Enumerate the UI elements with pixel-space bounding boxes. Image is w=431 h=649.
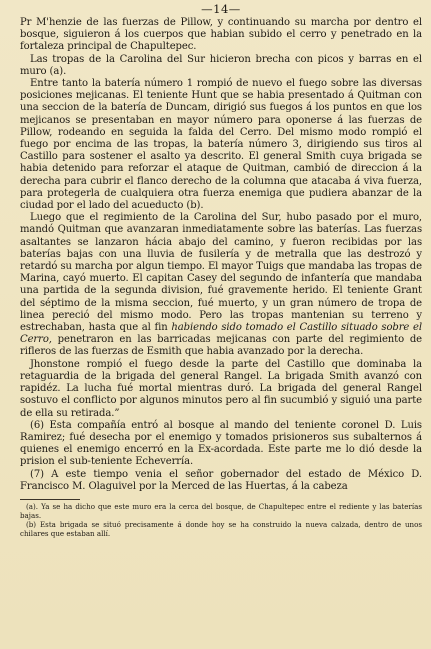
footnotes xyxy=(20,502,422,538)
page-number: —14— xyxy=(201,2,241,16)
paragraph: Entre tanto la batería número 1 rompió de nuevo el fuego sobre las diversas posiciones mejicanas. El teniente Hunt que se habia presentado á Quitman con una seccion de la batería de Duncam, dirigió sus fuegos á los puntos en que los mejicanos se presentaban en mayor número para oponerse á las fuerzas de Pillow, rodeando en seguida la falda del Cerro. Del mismo modo rompió el fuego por encima de las tropas, la batería número 3, dirigiendo sus tiros al Castillo para sostener el asalto ya descrito. El general Smith cuya brigada se habia detenido para reforzar el ataque de Quitman, cambió de direccion á la derecha para cubrir el flanco derecho de la columna que atacaba á viva fuerza, para protegerla de cualquiera otra fuerza enemiga que pudiera abanzar de la ciudad por el lado del acueducto (b). xyxy=(20,78,422,212)
paragraph-text: penetraron en las barricadas mejicanas con parte del regimiento de rifleros de las fuerzas de Esmith que habia avanzado por la derecha. xyxy=(20,334,422,358)
paragraph: Pr M'henzie de las fuerzas de Pillow, y continuando su marcha por dentro el bosque, siguieron á los cuerpos que habian subido el cerro y penetrado en la fortaleza principal de Chapultepec. xyxy=(20,17,422,53)
body-text xyxy=(20,17,422,493)
paragraph: (6) Esta compañía entró al bosque al mando del teniente coronel D. Luis Ramirez; fué desecha por el enemigo y tomados prisioneros sus subalternos á quienes el enemigo encerró en la Ex-acordada. Este parte me lo dió desde la prision el sub-teniente Echeverría. xyxy=(20,419,422,468)
paragraph xyxy=(20,212,422,358)
italic-emphasis: habiendo sido tomado el Castillo situado sobre el Cerro, xyxy=(20,322,422,346)
paragraph: (7) A este tiempo venia el señor gobernador del estado de México D. Francisco M. Olaguivel por la Merced de las Huertas, á la cabeza xyxy=(20,468,422,492)
paragraph: Las tropas de la Carolina del Sur hicieron brecha con picos y barras en el muro (a). xyxy=(20,53,422,77)
footnote-divider xyxy=(20,499,80,500)
footnote: (b) Esta brigada se situó precisamente á donde hoy se ha construido la nueva calzada, dentro de unos chilares que estaban allí. xyxy=(20,519,422,538)
paragraph: Jhonstone rompió el fuego desde la parte del Castillo que dominaba la retaguardia de la brigada del general Rangel. La brigada Smith avanzó con rapidéz. La lucha fué mortal mientras duró. La brigada del general Rangel sostuvo el conflicto por algunos minutos pero al fin sucumbió y siguió una parte de ella su retirada.” xyxy=(20,358,422,419)
footnote: (a). Ya se ha dicho que este muro era la cerca del bosque, de Chapultepec entre el rediente y las baterías bajas. xyxy=(20,501,422,520)
paragraph-text: Luego que el regimiento de la Carolina del Sur, hubo pasado por el muro, mandó Quitman que avanzaran inmediatamente sobre las baterías. Las fuerzas asaltantes se lanzaron hácia abajo del camino, y fueron recibidas por las baterías bajas con una lluvia de fusilería y de metralla que las destrozó y retardó su marcha por algun tiempo. El mayor Tuigs que mandaba las tropas de Marina, cayó muerto. El capitan Casey del segundo de infantería que mandaba una partida de la segunda division, fué gravemente herido. El teniente Grant del séptimo de la misma seccion, fué muerto, y un gran número de tropa de linea pereció del mismo modo. Pero las tropas mantenian su terreno y estrechaban, hasta que al fin xyxy=(20,212,422,334)
